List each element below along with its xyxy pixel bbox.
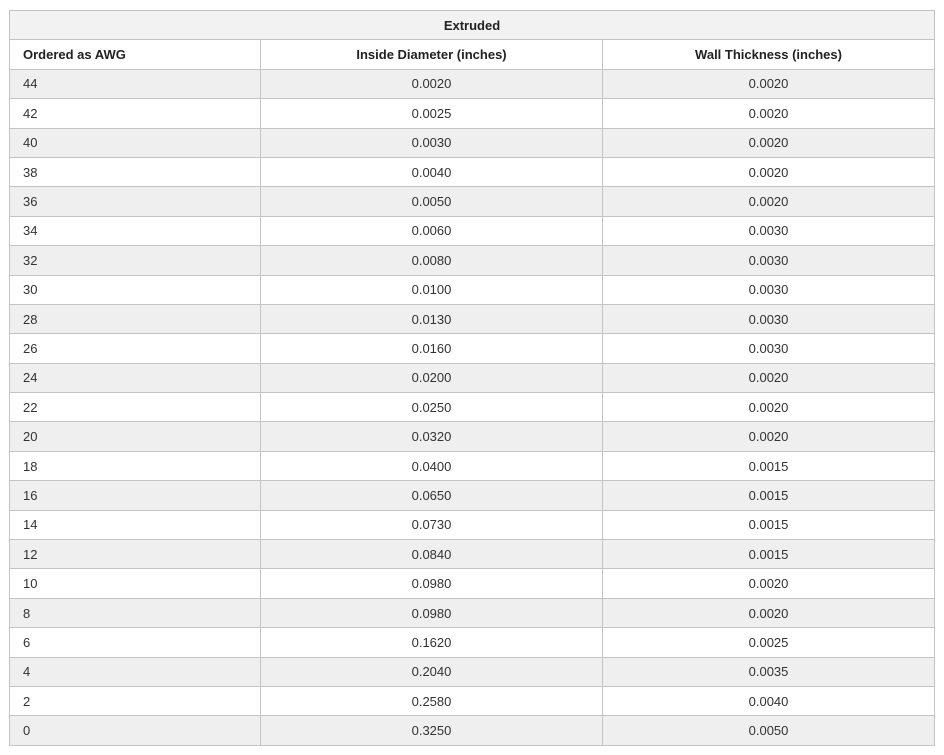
table-row xyxy=(10,187,935,216)
table-row xyxy=(10,451,935,480)
awg-cell: 18 xyxy=(10,451,261,480)
table-row xyxy=(10,628,935,657)
inside-diameter-cell: 0.0650 xyxy=(261,481,603,510)
awg-cell: 44 xyxy=(10,69,261,98)
table-row xyxy=(10,69,935,98)
wall-thickness-cell: 0.0020 xyxy=(603,157,935,186)
table-row xyxy=(10,481,935,510)
awg-cell: 28 xyxy=(10,304,261,333)
table-row xyxy=(10,246,935,275)
awg-cell: 30 xyxy=(10,275,261,304)
wall-thickness-cell: 0.0040 xyxy=(603,686,935,715)
table-row xyxy=(10,422,935,451)
column-header-wall-thickness: Wall Thickness (inches) xyxy=(603,40,935,69)
wall-thickness-cell: 0.0020 xyxy=(603,598,935,627)
wall-thickness-cell: 0.0020 xyxy=(603,99,935,128)
wall-thickness-cell: 0.0015 xyxy=(603,451,935,480)
inside-diameter-cell: 0.0080 xyxy=(261,246,603,275)
header-row xyxy=(10,40,935,69)
table-row xyxy=(10,393,935,422)
wall-thickness-cell: 0.0030 xyxy=(603,246,935,275)
awg-cell: 4 xyxy=(10,657,261,686)
wall-thickness-cell: 0.0020 xyxy=(603,187,935,216)
column-header-inside-diameter: Inside Diameter (inches) xyxy=(261,40,603,69)
wall-thickness-cell: 0.0030 xyxy=(603,275,935,304)
awg-cell: 12 xyxy=(10,540,261,569)
inside-diameter-cell: 0.0980 xyxy=(261,598,603,627)
inside-diameter-cell: 0.0250 xyxy=(261,393,603,422)
wall-thickness-cell: 0.0015 xyxy=(603,540,935,569)
wall-thickness-cell: 0.0020 xyxy=(603,69,935,98)
inside-diameter-cell: 0.0320 xyxy=(261,422,603,451)
table-caption: Extruded xyxy=(10,11,935,40)
table-row xyxy=(10,363,935,392)
wall-thickness-cell: 0.0020 xyxy=(603,363,935,392)
inside-diameter-cell: 0.0980 xyxy=(261,569,603,598)
inside-diameter-cell: 0.0400 xyxy=(261,451,603,480)
caption-row xyxy=(10,11,935,40)
wall-thickness-cell: 0.0030 xyxy=(603,304,935,333)
table-row xyxy=(10,128,935,157)
table-row xyxy=(10,334,935,363)
awg-cell: 8 xyxy=(10,598,261,627)
column-header-awg: Ordered as AWG xyxy=(10,40,261,69)
inside-diameter-cell: 0.2580 xyxy=(261,686,603,715)
table-row xyxy=(10,540,935,569)
inside-diameter-cell: 0.0840 xyxy=(261,540,603,569)
table-row xyxy=(10,304,935,333)
table-row xyxy=(10,686,935,715)
awg-cell: 32 xyxy=(10,246,261,275)
awg-cell: 24 xyxy=(10,363,261,392)
awg-cell: 10 xyxy=(10,569,261,598)
wall-thickness-cell: 0.0025 xyxy=(603,628,935,657)
wall-thickness-cell: 0.0020 xyxy=(603,128,935,157)
wall-thickness-cell: 0.0035 xyxy=(603,657,935,686)
table-row xyxy=(10,569,935,598)
inside-diameter-cell: 0.0020 xyxy=(261,69,603,98)
awg-cell: 0 xyxy=(10,716,261,745)
table-row xyxy=(10,157,935,186)
inside-diameter-cell: 0.3250 xyxy=(261,716,603,745)
awg-cell: 16 xyxy=(10,481,261,510)
inside-diameter-cell: 0.2040 xyxy=(261,657,603,686)
wall-thickness-cell: 0.0015 xyxy=(603,481,935,510)
inside-diameter-cell: 0.0040 xyxy=(261,157,603,186)
table-row xyxy=(10,275,935,304)
table-row xyxy=(10,716,935,745)
awg-cell: 40 xyxy=(10,128,261,157)
wall-thickness-cell: 0.0050 xyxy=(603,716,935,745)
table-row xyxy=(10,657,935,686)
wall-thickness-cell: 0.0020 xyxy=(603,569,935,598)
inside-diameter-cell: 0.0030 xyxy=(261,128,603,157)
wall-thickness-cell: 0.0030 xyxy=(603,334,935,363)
awg-cell: 36 xyxy=(10,187,261,216)
awg-cell: 20 xyxy=(10,422,261,451)
awg-cell: 26 xyxy=(10,334,261,363)
awg-cell: 34 xyxy=(10,216,261,245)
inside-diameter-cell: 0.0060 xyxy=(261,216,603,245)
inside-diameter-cell: 0.0025 xyxy=(261,99,603,128)
inside-diameter-cell: 0.0200 xyxy=(261,363,603,392)
table-row xyxy=(10,598,935,627)
inside-diameter-cell: 0.0130 xyxy=(261,304,603,333)
table-row xyxy=(10,510,935,539)
awg-cell: 2 xyxy=(10,686,261,715)
table-row xyxy=(10,216,935,245)
awg-cell: 6 xyxy=(10,628,261,657)
table-row xyxy=(10,99,935,128)
inside-diameter-cell: 0.0160 xyxy=(261,334,603,363)
awg-cell: 38 xyxy=(10,157,261,186)
extruded-awg-table xyxy=(9,10,935,746)
awg-cell: 22 xyxy=(10,393,261,422)
wall-thickness-cell: 0.0020 xyxy=(603,393,935,422)
wall-thickness-cell: 0.0020 xyxy=(603,422,935,451)
inside-diameter-cell: 0.0100 xyxy=(261,275,603,304)
inside-diameter-cell: 0.0050 xyxy=(261,187,603,216)
inside-diameter-cell: 0.1620 xyxy=(261,628,603,657)
wall-thickness-cell: 0.0030 xyxy=(603,216,935,245)
awg-cell: 14 xyxy=(10,510,261,539)
awg-cell: 42 xyxy=(10,99,261,128)
inside-diameter-cell: 0.0730 xyxy=(261,510,603,539)
wall-thickness-cell: 0.0015 xyxy=(603,510,935,539)
